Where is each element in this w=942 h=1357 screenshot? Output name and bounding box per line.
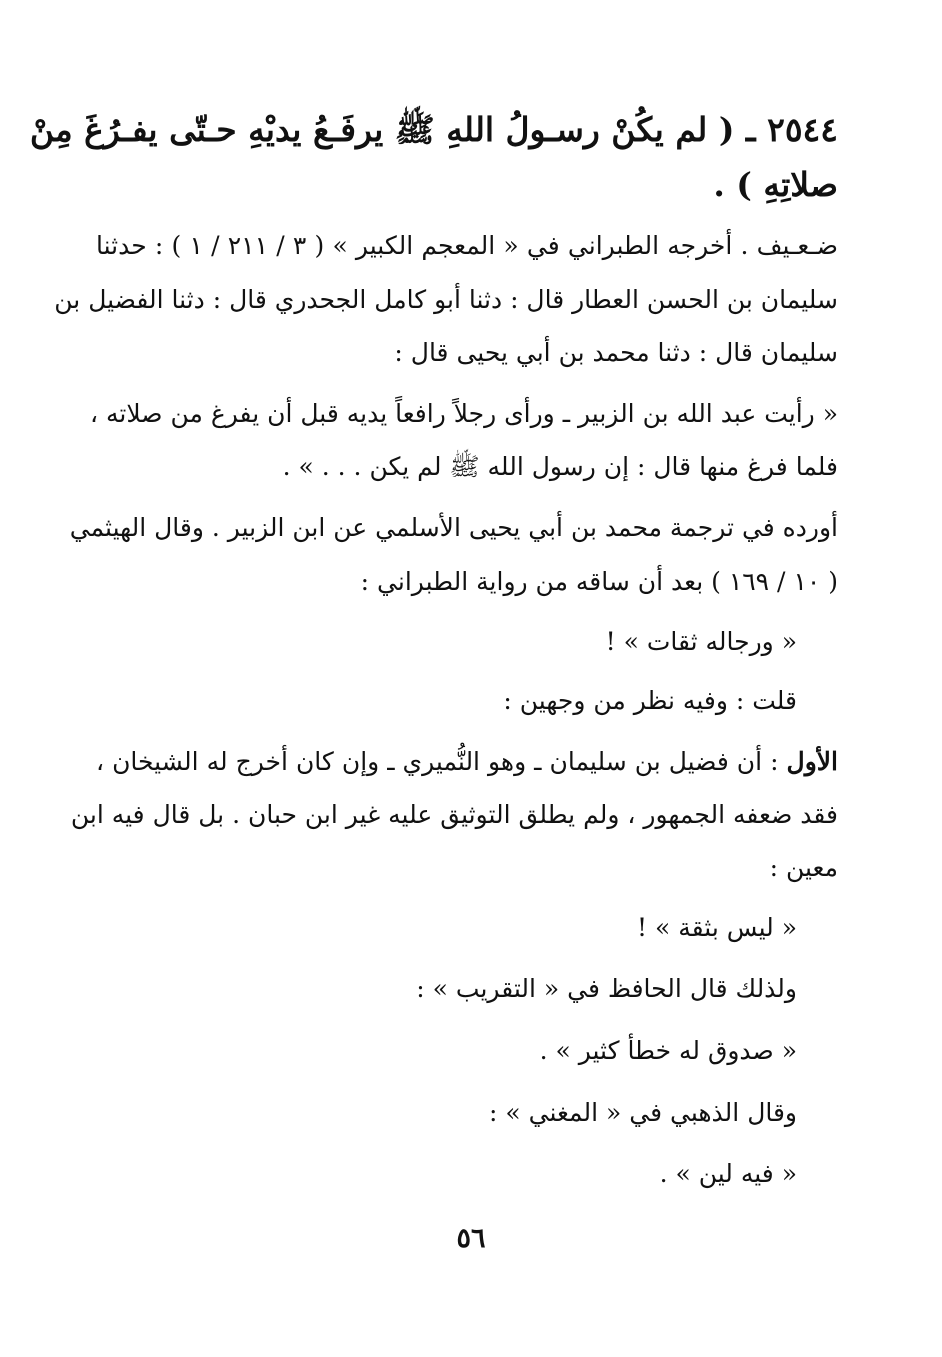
hadith-heading-line-2: صلاتِهِ ) . [713, 165, 838, 204]
paragraph-line: « ورجاله ثقات » ! [605, 627, 797, 656]
lead-word: الأول [786, 747, 838, 776]
paragraph-line: فلما فرغ منها قال : إن رسول الله ﷺ لم يكن . . . » . [282, 452, 838, 481]
paragraph-line: سليمان قال : دثنا محمد بن أبي يحيى قال : [394, 338, 838, 367]
paragraph-line: سليمان بن الحسن العطار قال : دثنا أبو كامل الجحدري قال : دثنا الفضيل بن [54, 285, 838, 314]
quote-line: « صدوق له خطأ كثير » . [539, 1036, 797, 1065]
paragraph-line: فقد ضعفه الجمهور ، ولم يطلق التوثيق عليه غير ابن حبان . بل قال فيه ابن [70, 800, 838, 829]
paragraph-line: أورده في ترجمة محمد بن أبي يحيى الأسلمي عن ابن الزبير . وقال الهيثمي [69, 513, 838, 542]
page-number: ٥٦ [456, 1223, 486, 1254]
paragraph-line: وقال الذهبي في « المغني » : [489, 1098, 797, 1127]
quote-line: « ليس بثقة » ! [636, 913, 797, 942]
quote-line: « فيه لين » . [659, 1159, 797, 1188]
paragraph-line-rest: : أن فضيل بن سليمان ـ وهو النُّميري ـ وإن كان أخرج له الشيخان ، [96, 747, 787, 776]
paragraph-line: ضـعـيف . أخرجه الطبراني في « المعجم الكبير » ( ٣ / ٢١١ / ١ ) : حدثنا [96, 231, 838, 260]
paragraph-line: قلت : وفيه نظر من وجهين : [503, 686, 797, 715]
paragraph-line: « رأيت عبد الله بن الزبير ـ ورأى رجلاً رافعاً يديه قبل أن يفرغ من صلاته ، [90, 399, 838, 428]
paragraph-line: ( ١٠ / ١٦٩ ) بعد أن ساقه من رواية الطبراني : [360, 567, 838, 596]
paragraph-line: معين : [769, 853, 838, 882]
paragraph-line: ولذلك قال الحافظ في « التقريب » : [416, 974, 797, 1003]
hadith-heading-line-1: ٢٥٤٤ ـ ( لم يكُنْ رسـولُ اللهِ ﷺ يرفَـعُ يديْهِ حـتّى يفـرُغَ مِنْ [29, 110, 838, 149]
paragraph-line [96, 745, 838, 779]
